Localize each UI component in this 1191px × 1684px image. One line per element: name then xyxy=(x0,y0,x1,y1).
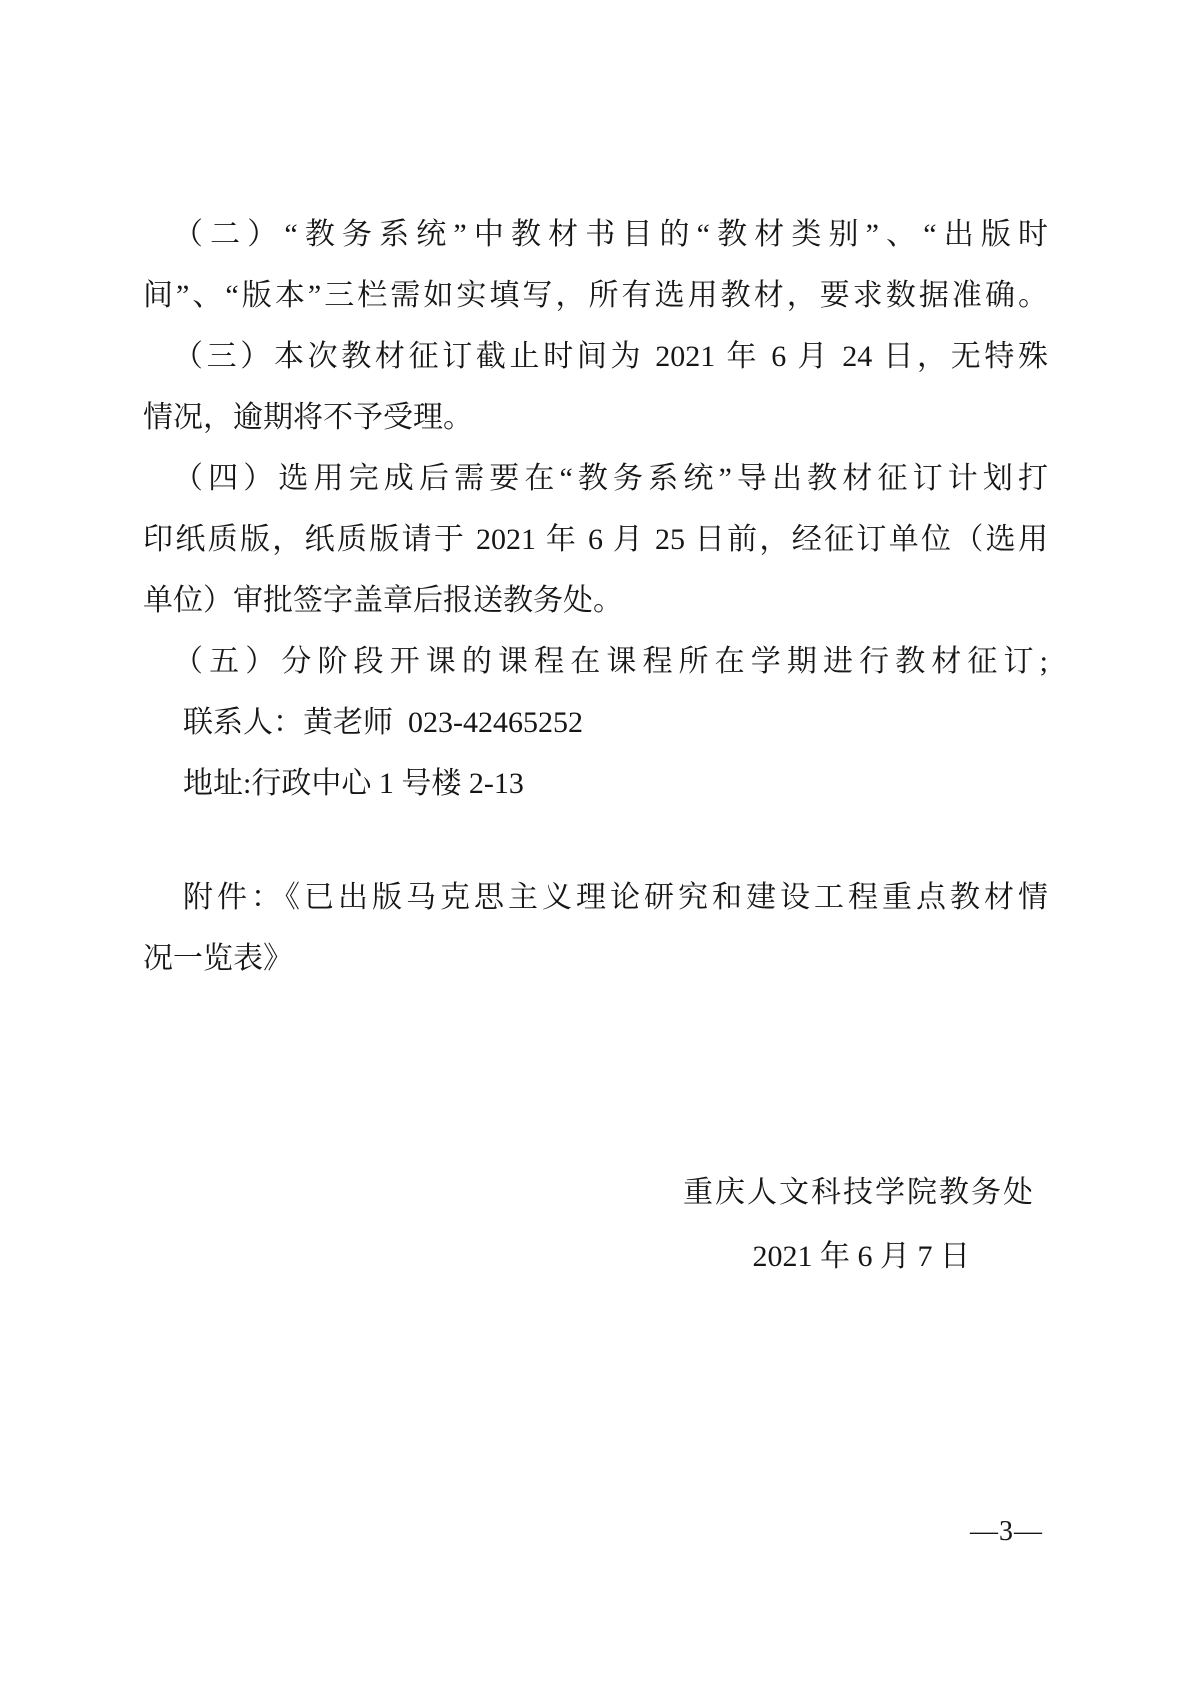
address-line: 地址:行政中心 1 号楼 2-13 xyxy=(183,767,524,800)
item-4-line-2: 印纸质版，纸质版请于 2021 年 6 月 25 日前，经征订单位（选用 xyxy=(143,523,1048,556)
attachment-line-2: 况一览表》 xyxy=(143,942,293,975)
item-4-line-3: 单位）审批签字盖章后报送教务处。 xyxy=(143,584,623,617)
contact-line: 联系人：黄老师 023-42465252 xyxy=(183,706,583,739)
signature-date: 2021 年 6 月 7 日 xyxy=(752,1240,970,1273)
item-5-line: （五）分阶段开课的课程在课程所在学期进行教材征订; xyxy=(173,645,1048,678)
item-2-line-1: （二）“教务系统”中教材书目的“教材类别”、“出版时 xyxy=(173,218,1048,251)
document-body xyxy=(143,204,1048,989)
page-number: —3— xyxy=(970,1516,1043,1547)
item-3-line-1: （三）本次教材征订截止时间为 2021 年 6 月 24 日，无特殊 xyxy=(173,340,1048,373)
item-3-line-2: 情况，逾期将不予受理。 xyxy=(143,401,473,434)
attachment-line-1: 附件：《已出版马克思主义理论研究和建设工程重点教材情 xyxy=(183,881,1048,914)
signature-office: 重庆人文科技学院教务处 xyxy=(683,1176,1035,1209)
item-4-line-1: （四）选用完成后需要在“教务系统”导出教材征订计划打 xyxy=(173,462,1048,495)
item-2-line-2: 间”、“版本”三栏需如实填写，所有选用教材，要求数据准确。 xyxy=(143,279,1048,312)
